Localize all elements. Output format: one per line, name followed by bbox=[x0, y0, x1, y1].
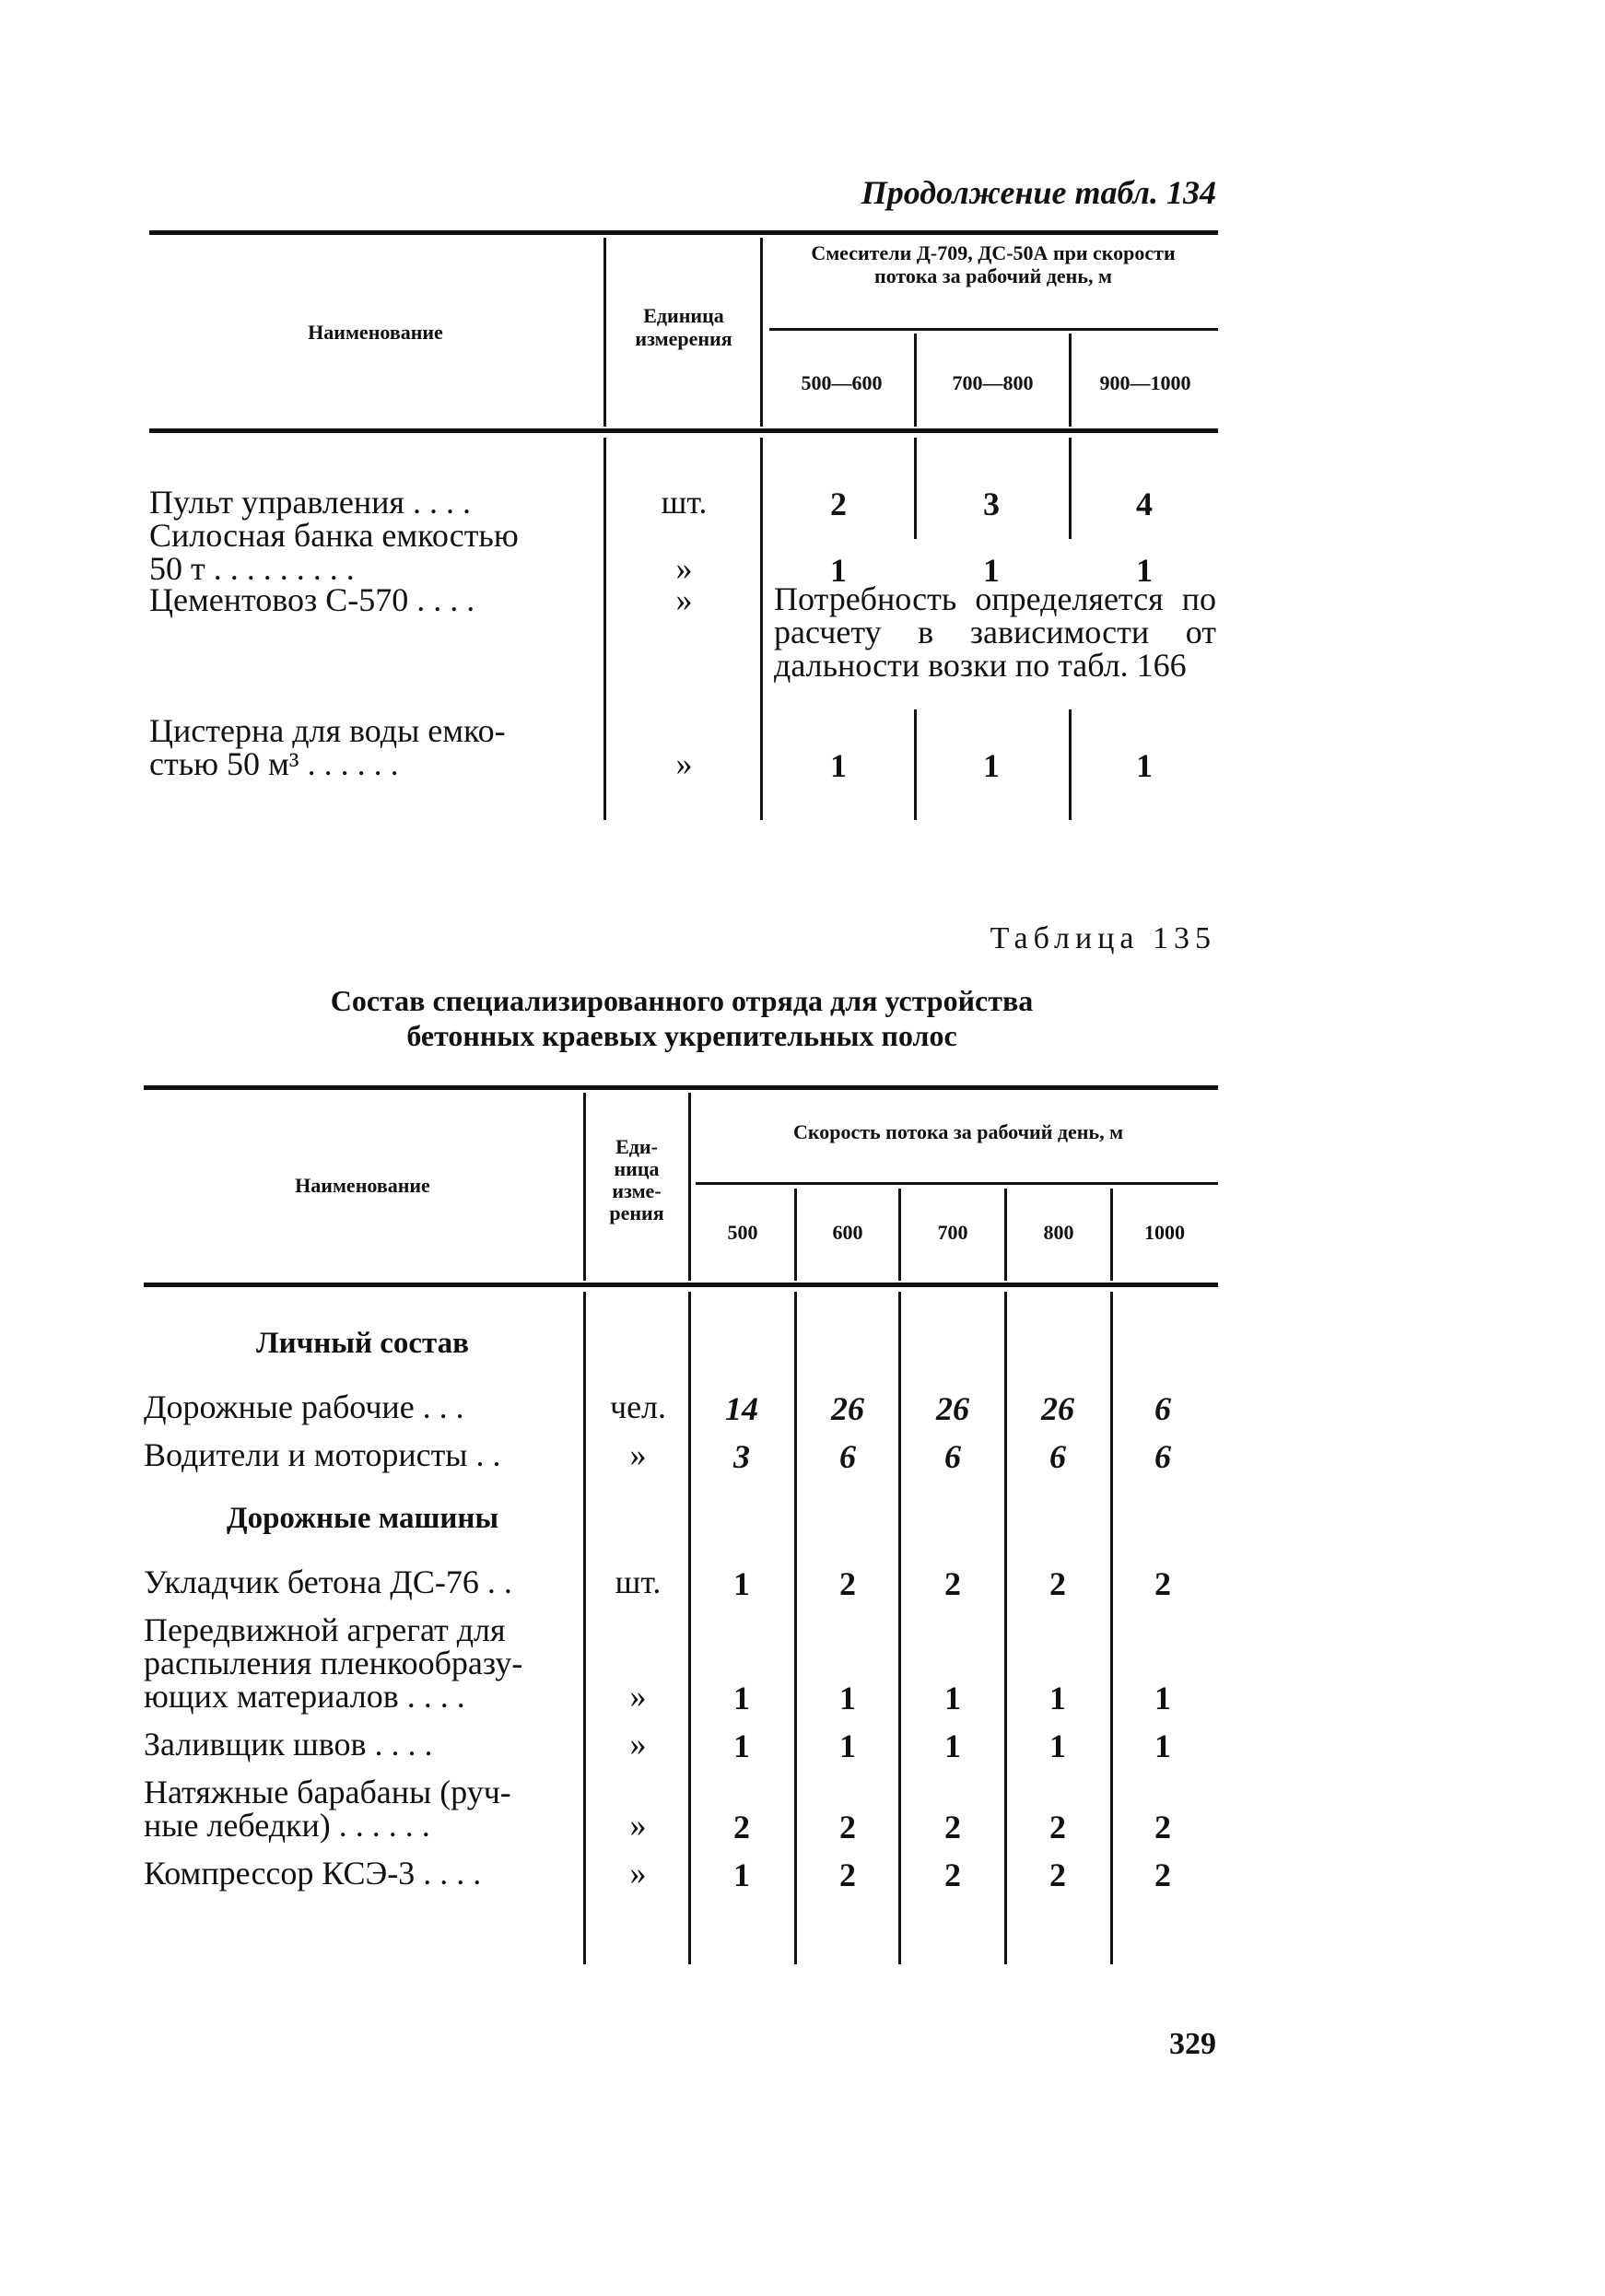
top-rule bbox=[144, 1085, 1218, 1090]
row-value: 1 bbox=[733, 1857, 750, 1893]
col-group-header: Скорость потока за рабочий день, м bbox=[792, 1120, 1124, 1143]
row-value: 2 bbox=[1049, 1809, 1066, 1845]
row-value: 6 bbox=[1154, 1390, 1171, 1427]
table-title: бетонных краевых укрепительных полос bbox=[406, 1019, 957, 1052]
row-value: 2 bbox=[1049, 1565, 1066, 1602]
row-name: ющих материалов . . . . bbox=[144, 1678, 465, 1715]
row-unit: » bbox=[629, 1855, 647, 1892]
row-value: 26 bbox=[936, 1390, 969, 1427]
section-heading: Личный состав bbox=[256, 1327, 469, 1360]
row-value: 1 bbox=[830, 747, 847, 784]
vline bbox=[898, 1292, 901, 1964]
col-name-header: Наименование bbox=[308, 321, 443, 344]
table-label: Таблица 135 bbox=[990, 921, 1216, 955]
row-value: 1 bbox=[839, 1680, 856, 1716]
row-name: Водители и мотористы . . bbox=[144, 1436, 501, 1473]
row-unit: шт. bbox=[615, 1564, 662, 1600]
vline bbox=[583, 1292, 586, 1964]
row-value: 6 bbox=[1154, 1438, 1171, 1475]
row-value: 1 bbox=[944, 1680, 961, 1716]
col-unit-header: рения bbox=[609, 1201, 664, 1224]
row-value: 1 bbox=[830, 552, 847, 589]
vline bbox=[603, 438, 606, 820]
page-number: 329 bbox=[1169, 2027, 1216, 2061]
row-value: 2 bbox=[839, 1565, 856, 1602]
col-group-header: Смесители Д-709, ДС-50А при скорости потока за рабочий день, м bbox=[811, 241, 1176, 287]
row-name: Силосная банка емкостью bbox=[149, 517, 519, 554]
row-value: 2 bbox=[830, 486, 847, 522]
row-unit: » bbox=[629, 1807, 647, 1844]
speed-header: 700 bbox=[937, 1221, 968, 1244]
vline bbox=[794, 1292, 797, 1964]
group-header-rule bbox=[769, 328, 1218, 331]
row-value: 6 bbox=[1049, 1438, 1066, 1475]
row-name: стью 50 м³ . . . . . . bbox=[149, 745, 399, 782]
row-value: 1 bbox=[733, 1728, 750, 1764]
row-value: 1 bbox=[1154, 1680, 1171, 1716]
speed-header: 900—1000 bbox=[1099, 371, 1191, 394]
speed-header: 800 bbox=[1043, 1221, 1074, 1244]
speed-header: 1000 bbox=[1144, 1221, 1185, 1244]
row-value: 2 bbox=[839, 1809, 856, 1845]
header-bottom-rule bbox=[144, 1283, 1218, 1287]
vline bbox=[688, 1093, 691, 1281]
row-value: 2 bbox=[944, 1565, 961, 1602]
row-name: Укладчик бетона ДС-76 . . bbox=[144, 1564, 512, 1600]
vline bbox=[760, 438, 763, 820]
row-value: 1 bbox=[1136, 747, 1153, 784]
vline bbox=[1110, 1292, 1113, 1964]
row-value: 2 bbox=[1154, 1857, 1171, 1893]
vline bbox=[914, 709, 917, 820]
row-unit: » bbox=[675, 581, 693, 618]
vline bbox=[688, 1292, 691, 1964]
header-bottom-rule bbox=[149, 428, 1218, 433]
row-name: Натяжные барабаны (руч- bbox=[144, 1774, 511, 1810]
speed-header: 500—600 bbox=[801, 371, 883, 394]
row-value: 2 bbox=[839, 1857, 856, 1893]
group-header-rule bbox=[696, 1182, 1218, 1185]
row-name: Заливщик швов . . . . bbox=[144, 1726, 433, 1763]
row-name: Дорожные рабочие . . . bbox=[144, 1388, 464, 1425]
row-unit: » bbox=[675, 745, 693, 782]
row-name: Цистерна для воды емко- bbox=[149, 712, 506, 749]
row-name: Компрессор КСЭ-3 . . . . bbox=[144, 1855, 482, 1892]
vline bbox=[1069, 438, 1072, 539]
section-heading: Дорожные машины bbox=[226, 1502, 499, 1535]
speed-header: 700—800 bbox=[952, 371, 1034, 394]
speed-header: 600 bbox=[832, 1221, 863, 1244]
vline bbox=[1069, 709, 1072, 820]
row-unit: » bbox=[675, 550, 693, 587]
speed-header: 500 bbox=[727, 1221, 758, 1244]
row-value: 1 bbox=[733, 1680, 750, 1716]
col-unit-header: изме- bbox=[612, 1179, 662, 1202]
row-value: 26 bbox=[1041, 1390, 1074, 1427]
row-value: 1 bbox=[1136, 552, 1153, 589]
row-value: 1 bbox=[1049, 1680, 1066, 1716]
col-unit-header: Единица измерения bbox=[635, 304, 732, 350]
vline bbox=[603, 238, 606, 427]
row-value: 3 bbox=[983, 486, 1000, 522]
continuation-title: Продолжение табл. 134 bbox=[861, 174, 1216, 211]
row-name: 50 т . . . . . . . . . bbox=[149, 550, 355, 587]
row-name: Передвижной агрегат для bbox=[144, 1611, 506, 1648]
col-unit-header: ница bbox=[614, 1157, 660, 1180]
row-unit: шт. bbox=[661, 484, 708, 521]
row-unit: » bbox=[629, 1726, 647, 1763]
row-value: 2 bbox=[944, 1809, 961, 1845]
row-name: Цементовоз С-570 . . . . bbox=[149, 581, 475, 618]
row-value: 2 bbox=[944, 1857, 961, 1893]
row-value: 1 bbox=[839, 1728, 856, 1764]
col-unit-header: Еди- bbox=[615, 1135, 658, 1158]
vline bbox=[914, 438, 917, 539]
row-value: 1 bbox=[983, 552, 1000, 589]
row-value: 1 bbox=[1049, 1728, 1066, 1764]
row-value: 14 bbox=[725, 1390, 758, 1427]
row-value: 3 bbox=[733, 1438, 750, 1475]
row-name: Пульт управления . . . . bbox=[149, 484, 471, 521]
row-value: 2 bbox=[1154, 1565, 1171, 1602]
col-name-header: Наименование bbox=[295, 1174, 430, 1197]
vline bbox=[760, 238, 763, 427]
row-value: 2 bbox=[1154, 1809, 1171, 1845]
row-value: 2 bbox=[1049, 1857, 1066, 1893]
row-note: Потребность определяется по расчету в зависимости от дальности возки по табл. 166 bbox=[774, 580, 1216, 684]
row-value: 1 bbox=[983, 747, 1000, 784]
row-value: 1 bbox=[1154, 1728, 1171, 1764]
row-value: 4 bbox=[1136, 486, 1153, 522]
row-value: 1 bbox=[944, 1728, 961, 1764]
row-unit: » bbox=[629, 1436, 647, 1473]
row-value: 1 bbox=[733, 1565, 750, 1602]
row-name: ные лебедки) . . . . . . bbox=[144, 1807, 430, 1844]
top-rule bbox=[149, 230, 1218, 235]
row-value: 6 bbox=[944, 1438, 961, 1475]
table-title: Состав специализированного отряда для устройства bbox=[330, 984, 1034, 1017]
row-value: 26 bbox=[831, 1390, 864, 1427]
vline bbox=[1004, 1292, 1007, 1964]
row-unit: » bbox=[629, 1678, 647, 1715]
row-name: распыления пленкообразу- bbox=[144, 1645, 523, 1681]
row-value: 2 bbox=[733, 1809, 750, 1845]
row-value: 6 bbox=[839, 1438, 856, 1475]
row-unit: чел. bbox=[609, 1388, 667, 1425]
